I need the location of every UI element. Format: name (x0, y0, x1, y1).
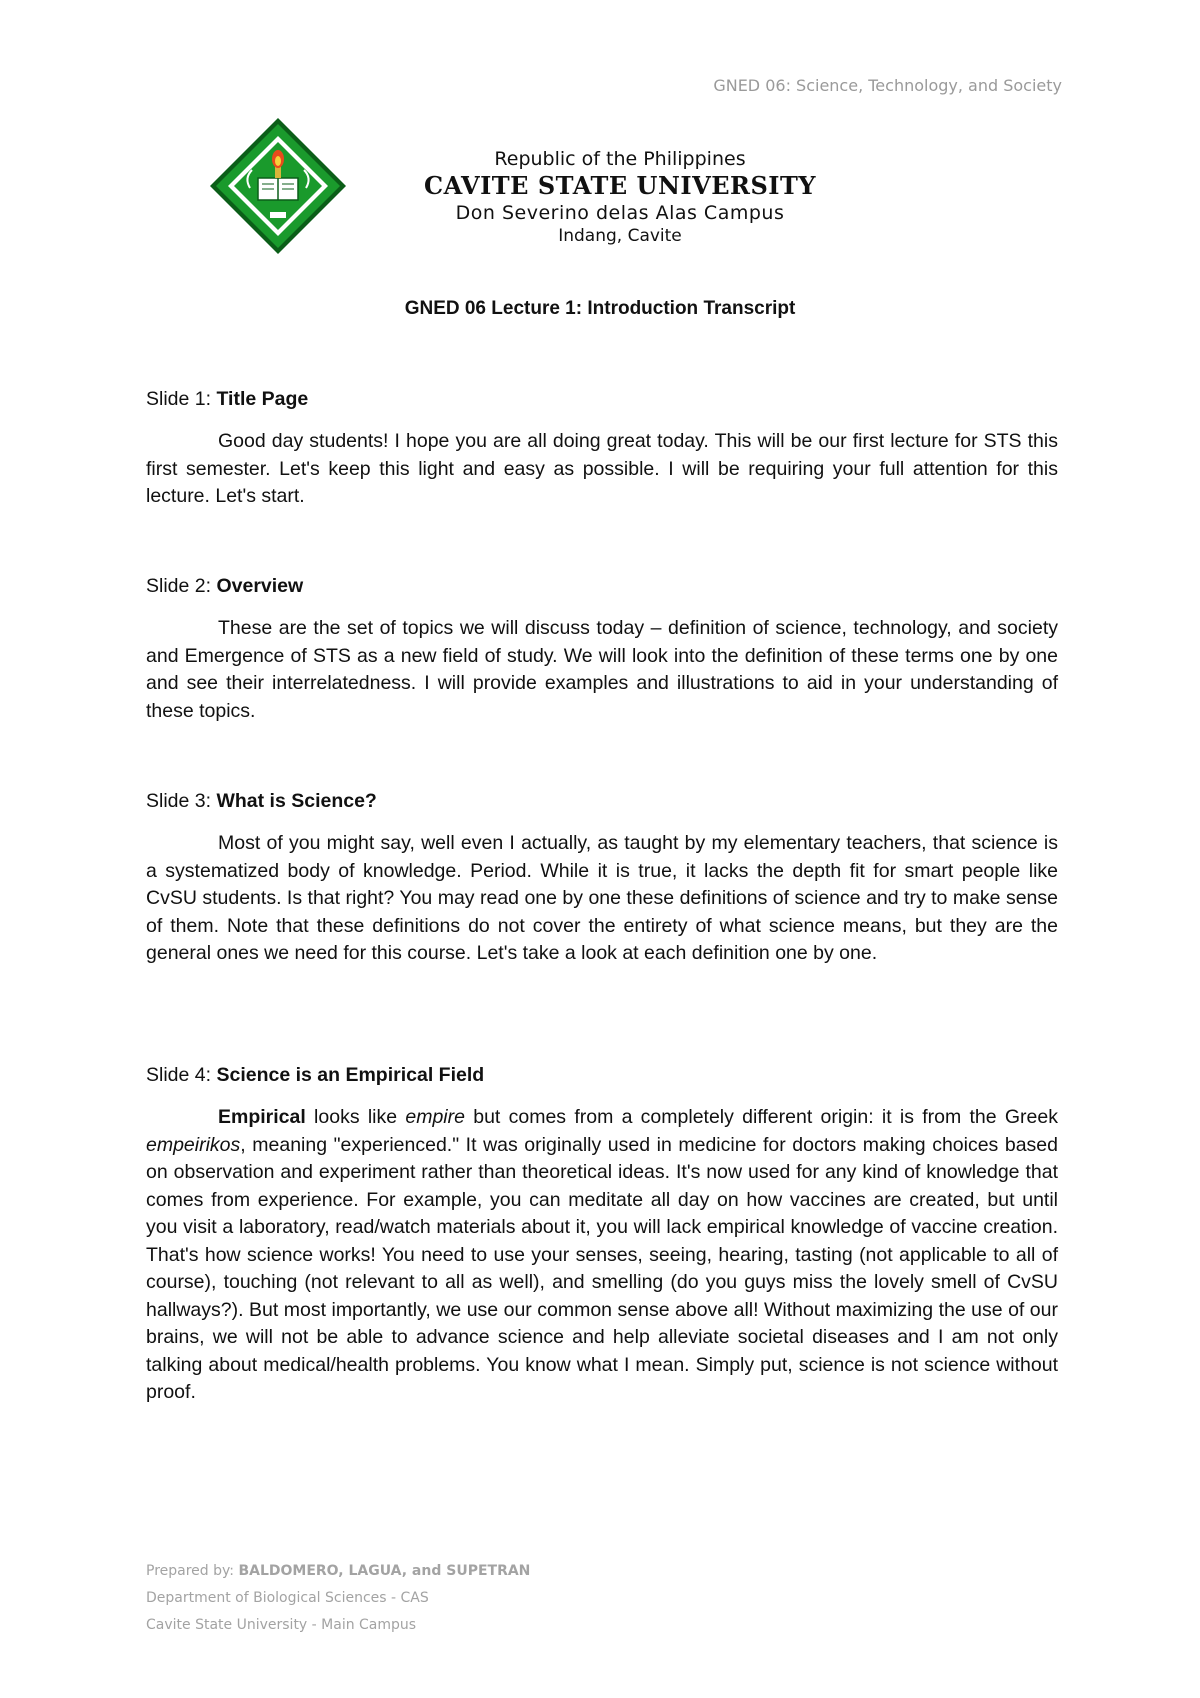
slide-3-title: What is Science? (216, 790, 377, 812)
campus-name: Don Severino delas Alas Campus (455, 202, 785, 224)
footer-prepared-by: Prepared by: BALDOMERO, LAGUA, and SUPETRAN (146, 1563, 531, 1579)
greek-word: empeirikos (146, 1133, 241, 1156)
page-footer (146, 1558, 530, 1639)
slide-2-section (146, 573, 1058, 725)
slide-2-heading: Slide 2: Overview (146, 575, 304, 597)
slide-2-body: These are the set of topics we will discuss today – definition of science, technology, and society and Emergence of STS as a new field of study. We will look into the definition of these terms one by one and see their interrelatedness. I will provide examples and illustrations to aid in your understanding of these topics. (146, 617, 1058, 722)
university-name: CAVITE STATE UNIVERSITY (423, 171, 817, 200)
town-name: Indang, Cavite (558, 226, 682, 246)
slide-1-body: Good day students! I hope you are all doing great today. This will be our first lecture for STS this first semester. Let's keep this light and easy as possible. I will be requiring your full attention for this lecture. Let's start. (146, 430, 1058, 507)
footer-department: Department of Biological Sciences - CAS (146, 1590, 429, 1606)
empire-word: empire (405, 1106, 465, 1128)
letterhead (0, 112, 1200, 262)
slide-1-heading: Slide 1: Title Page (146, 388, 309, 410)
republic-line: Republic of the Philippines (494, 148, 746, 170)
footer-authors: BALDOMERO, LAGUA, and SUPETRAN (238, 1563, 531, 1579)
slide-1-section (146, 386, 1058, 511)
slide-4-title: Science is an Empirical Field (216, 1064, 485, 1086)
footer-campus: Cavite State University - Main Campus (146, 1617, 417, 1633)
running-header: GNED 06: Science, Technology, and Society (713, 76, 1062, 95)
document-title: GNED 06 Lecture 1: Introduction Transcript (404, 298, 796, 319)
letterhead-text (360, 112, 880, 247)
slide-3-body: Most of you might say, well even I actually, as taught by my elementary teachers, that science is a systematized body of knowledge. Period. While it is true, it lacks the depth fit for smart people like CvSU students. Is that right? You may read one by one these definitions of science and try to make sense of them. Note that these definitions do not cover the entirety of what science means, but they are the general ones we need for this course. Let's take a look at each definition one by one. (146, 832, 1058, 964)
slide-1-title: Title Page (216, 388, 309, 410)
slide-4-section (146, 1062, 1058, 1407)
slide-3-heading: Slide 3: What is Science? (146, 790, 377, 812)
slide-2-title: Overview (216, 575, 304, 597)
empirical-term: Empirical (218, 1106, 306, 1128)
slide-3-section (146, 788, 1058, 968)
university-seal-logo (208, 116, 348, 256)
slide-4-heading: Slide 4: Science is an Empirical Field (146, 1064, 485, 1086)
slide-4-body: Empirical looks like empire but comes from a completely different origin: it is from the Greek empeirikos, meaning "experienced." It was originally used in medicine for doctors making choices based on observation and experiment rather than theoretical ideas. It's now used for any kind of knowledge that comes from experience. For example, you can meditate all day on how vaccines are created, but until you visit a laboratory, read/watch materials about it, you will lack empirical knowledge of vaccine creation. That's how science works! You need to use your senses, seeing, hearing, tasting (not applicable to all of course), touching (not relevant to all as well), and smelling (do you guys miss the lovely smell of CvSU hallways?). But most importantly, we use our common sense above all! Without maximizing the use of our brains, we will not be able to advance science and help alleviate societal diseases and I am not only talking about medical/health problems. You know what I mean. Simply put, science is not science without proof. (146, 1106, 1058, 1403)
